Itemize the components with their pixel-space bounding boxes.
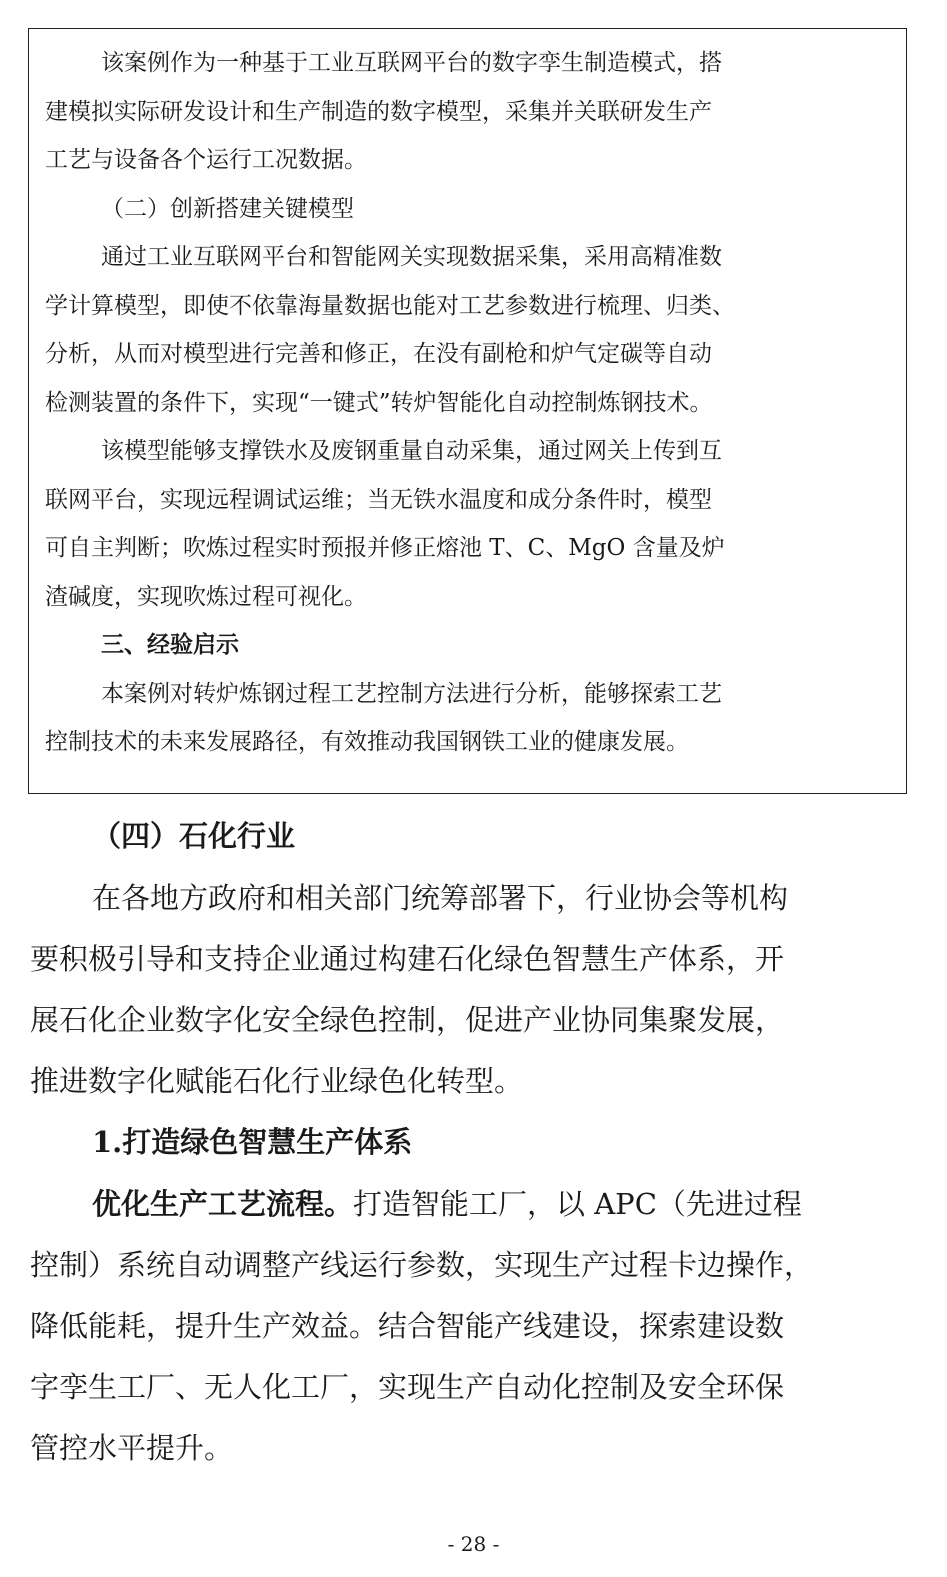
body-line (30, 1182, 947, 1223)
lead-phrase: 优化生产工艺流程。 (92, 1187, 354, 1221)
box-line: 检测装置的条件下，实现“一键式”转炉智能化自动控制炼钢技术。 (45, 390, 713, 416)
box-line: 渣碱度，实现吹炼过程可视化。 (45, 584, 367, 610)
box-line: 工艺与设备各个运行工况数据。 (45, 147, 367, 173)
case-study-box (28, 28, 907, 794)
box-line: 学计算模型，即使不依靠海量数据也能对工艺参数进行梳理、归类、 (45, 293, 735, 319)
body-line: 要积极引导和支持企业通过构建石化绿色智慧生产体系，开 (30, 942, 785, 976)
lead-rest: 打造智能工厂，以 APC（先进过程 (353, 1187, 802, 1221)
box-line: 通过工业互联网平台和智能网关实现数据采集，采用高精准数 (101, 244, 722, 270)
body-line: 展石化企业数字化安全绿色控制，促进产业协同集聚发展， (30, 1003, 785, 1037)
box-line: 该案例作为一种基于工业互联网平台的数字孪生制造模式，搭 (101, 50, 722, 76)
box-subheading: （二）创新搭建关键模型 (101, 196, 354, 222)
box-heading-lessons: 三、经验启示 (101, 631, 239, 658)
box-line: 控制技术的未来发展路径，有效推动我国钢铁工业的健康发展。 (45, 729, 689, 755)
body-line: 降低能耗，提升生产效益。结合智能产线建设，探索建设数 (30, 1309, 785, 1343)
body-line: 推进数字化赋能石化行业绿色化转型。 (30, 1064, 524, 1098)
body-line: 控制）系统自动调整产线运行参数，实现生产过程卡边操作， (30, 1248, 814, 1282)
body-line: 字孪生工厂、无人化工厂，实现生产自动化控制及安全环保 (30, 1370, 785, 1404)
subheading: 1.打造绿色智慧生产体系 (92, 1125, 413, 1159)
box-line: 联网平台，实现远程调试运维；当无铁水温度和成分条件时，模型 (45, 487, 712, 513)
box-line: 该模型能够支撑铁水及废钢重量自动采集，通过网关上传到互 (101, 438, 722, 464)
page-number: - 28 - (447, 1532, 500, 1556)
body-line: 管控水平提升。 (30, 1431, 234, 1465)
box-line: 本案例对转炉炼钢过程工艺控制方法进行分析，能够探索工艺 (101, 681, 722, 707)
box-line: 可自主判断；吹炼过程实时预报并修正熔池 T、C、MgO 含量及炉 (45, 535, 725, 561)
section-heading: （四）石化行业 (92, 819, 296, 853)
body-line: 在各地方政府和相关部门统筹部署下，行业协会等机构 (92, 881, 789, 915)
box-line: 分析，从而对模型进行完善和修正，在没有副枪和炉气定碳等自动 (45, 341, 712, 367)
box-line: 建模拟实际研发设计和生产制造的数字模型，采集并关联研发生产 (45, 99, 712, 125)
